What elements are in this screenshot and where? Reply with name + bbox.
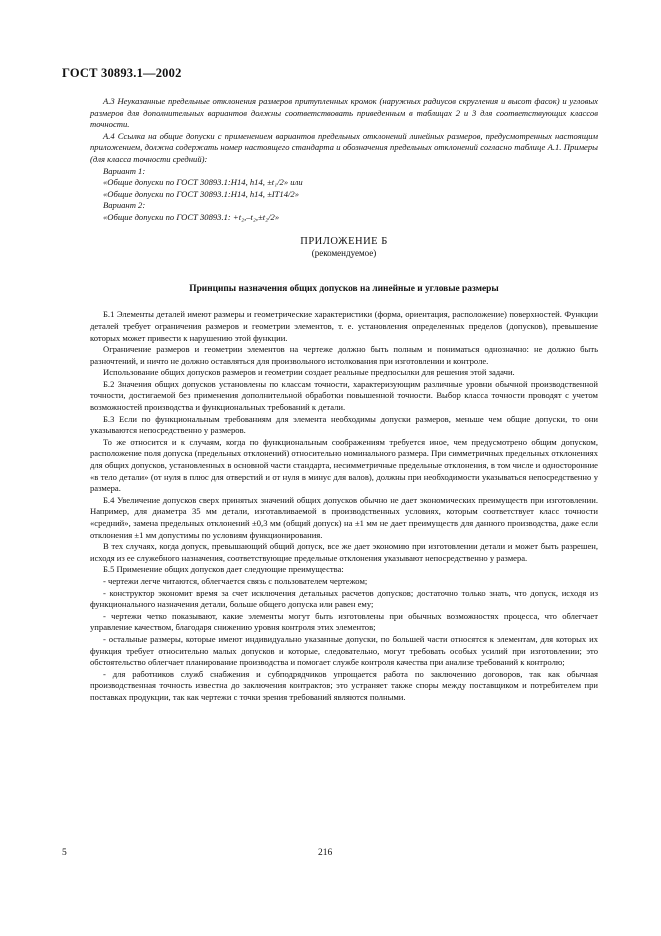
list-item: - для работников служб снабжения и субподрядчиков упрощается работа по заключению договоров, так как обычная производственная точность известна до заключения контрактов; это устраняет также споры между поставщиком и потребителем при поставках продукции, так как чертежи с точки зрения требований являются полными.	[90, 668, 598, 702]
list-item: - остальные размеры, которые имеют индивидуально указанные допуски, по большей части относятся к элементам, для которых их функция требует относительно малых допусков и которые, следовательно, могут требовать особых усилий при изготовлении; это обстоятельство облегчает планирование производства и помогает службе контроля качества при анализе требований к контролю;	[90, 633, 598, 668]
variant2-label: Вариант 2:	[103, 200, 146, 211]
appendix-title: ПРИЛОЖЕНИЕ Б	[300, 235, 388, 247]
variant2-example-a: «Общие допуски по ГОСТ 30893.1: +t₂,–t₂,±t₂/2»	[103, 211, 280, 222]
paragraph-b2: Б.2 Значения общих допусков установлены по классам точности, характеризующим различные уровни обычной производственной точности, достигаемой без применения дополнительной обработки повышенной точности. Выбор класса точности проводят с учетом возможностей производства и функциональных требований к детали.	[90, 378, 598, 413]
paragraph-b1-2: Ограничение размеров и геометрии элементов на чертеже должно быть полным и пониматься однозначно: не должно быть разночтений, и ничто не должно оставляться для произвольного истолкования при изготовлении и контроле.	[90, 344, 598, 366]
appendix-header	[90, 236, 598, 260]
paragraph-a3: А.3 Неуказанные предельные отклонения размеров притупленных кромок (наружных радиусов скругления и высот фасок) и угловых размеров для дополнительных вариантов должны соответствовать приведенным в таблицах 2 и 3 для соответствующих классов точности.	[90, 96, 598, 130]
page-number: 216	[318, 848, 333, 858]
variant1-example-a: «Общие допуски по ГОСТ 30893.1:H14, h14, ±t₁/2» или	[103, 177, 303, 188]
standard-header: ГОСТ 30893.1—2002	[62, 66, 182, 80]
paragraph-b5: Б.5 Применение общих допусков дает следующие преимущества:	[103, 564, 344, 575]
variant1-example-b: «Общие допуски по ГОСТ 30893.1:H14, h14, ±IT14/2»	[103, 188, 299, 199]
paragraph-b4: Б.4 Увеличение допусков сверх принятых значений общих допусков обычно не дает экономических преимуществ при изготовлении. Например, для диаметра 35 мм детали, изготавливаемой в производственных условиях, которым соответствует класс точности «средний», замена предельных отклонений ±0,3 мм (общий допуск) на ±1 мм не дает преимуществ для данного производства, даже если отклонения ±1 мм допустимы по условиям функционирования.	[90, 494, 598, 540]
paragraph-b4-2: В тех случаях, когда допуск, превышающий общий допуск, все же дает экономию при изготовлении детали и может быть разрешен, исходя из ее служебного назначения, соответствующие предельные отклонения указывают непосредственно у размера.	[90, 541, 598, 563]
footer-left-number: 5	[62, 848, 67, 858]
paragraph-b1: Б.1 Элементы деталей имеют размеры и геометрические характеристики (форма, ориентация, расположение) поверхностей. Функции деталей требует ограничения размеров и геометрии элементов, т. е. установления определенных пределов (допусков), превышение которых может привести к нарушению этой функции.	[90, 309, 598, 343]
section-heading: Принципы назначения общих допусков на линейные и угловые размеры	[189, 283, 499, 294]
paragraph-b3-2: То же относится и к случаям, когда по функциональным соображениям требуется иное, чем предусмотрено общим допуском, расположение поля допуска (предельных отклонений) относительно номинального размера. При симметричных предельных отклонениях для общих допусков, установленных в основной части стандарта, несимметричные предельные отклонения, в том числе и односторонние «в тело детали» (от нуля в плюс для отверстий и от нуля в минус для валов), должны при необходимости указываться непосредственно у размера.	[90, 436, 598, 494]
variant1-label: Вариант 1:	[103, 165, 146, 176]
paragraph-a4: А.4 Ссылка на общие допуски с применением вариантов предельных отклонений линейных размеров, предусмотренных настоящим приложением, должна содержать номер настоящего стандарта и обозначения предельных отклонений согласно таблице А.1. Примеры (для класса точности средний):	[90, 130, 598, 164]
appendix-subtitle: (рекомендуемое)	[311, 248, 377, 259]
list-item: - чертежи четко показывают, какие элементы могут быть изготовлены при обычных возможностях процесса, что облегчает управление качеством, благодаря снижению уровня контроля этих элементов;	[90, 610, 598, 633]
paragraph-b3: Б.3 Если по функциональным требованиям для элемента необходимы допуски размеров, меньше чем общие допуски, то они указываются непосредственно у размеров.	[90, 413, 598, 436]
paragraph-b1-3: Использование общих допусков размеров и геометрии создает реальные предпосылки для решения этой задачи.	[103, 367, 515, 378]
page-content	[90, 96, 598, 704]
list-item: - конструктор экономит время за счет исключения детальных расчетов допусков; достаточно только знать, что допуск, исходя из функционального назначения детали, больше общего допуска или равен ему;	[90, 587, 598, 610]
list-item: - чертежи легче читаются, облегчается связь с пользователем чертежом;	[103, 575, 368, 586]
